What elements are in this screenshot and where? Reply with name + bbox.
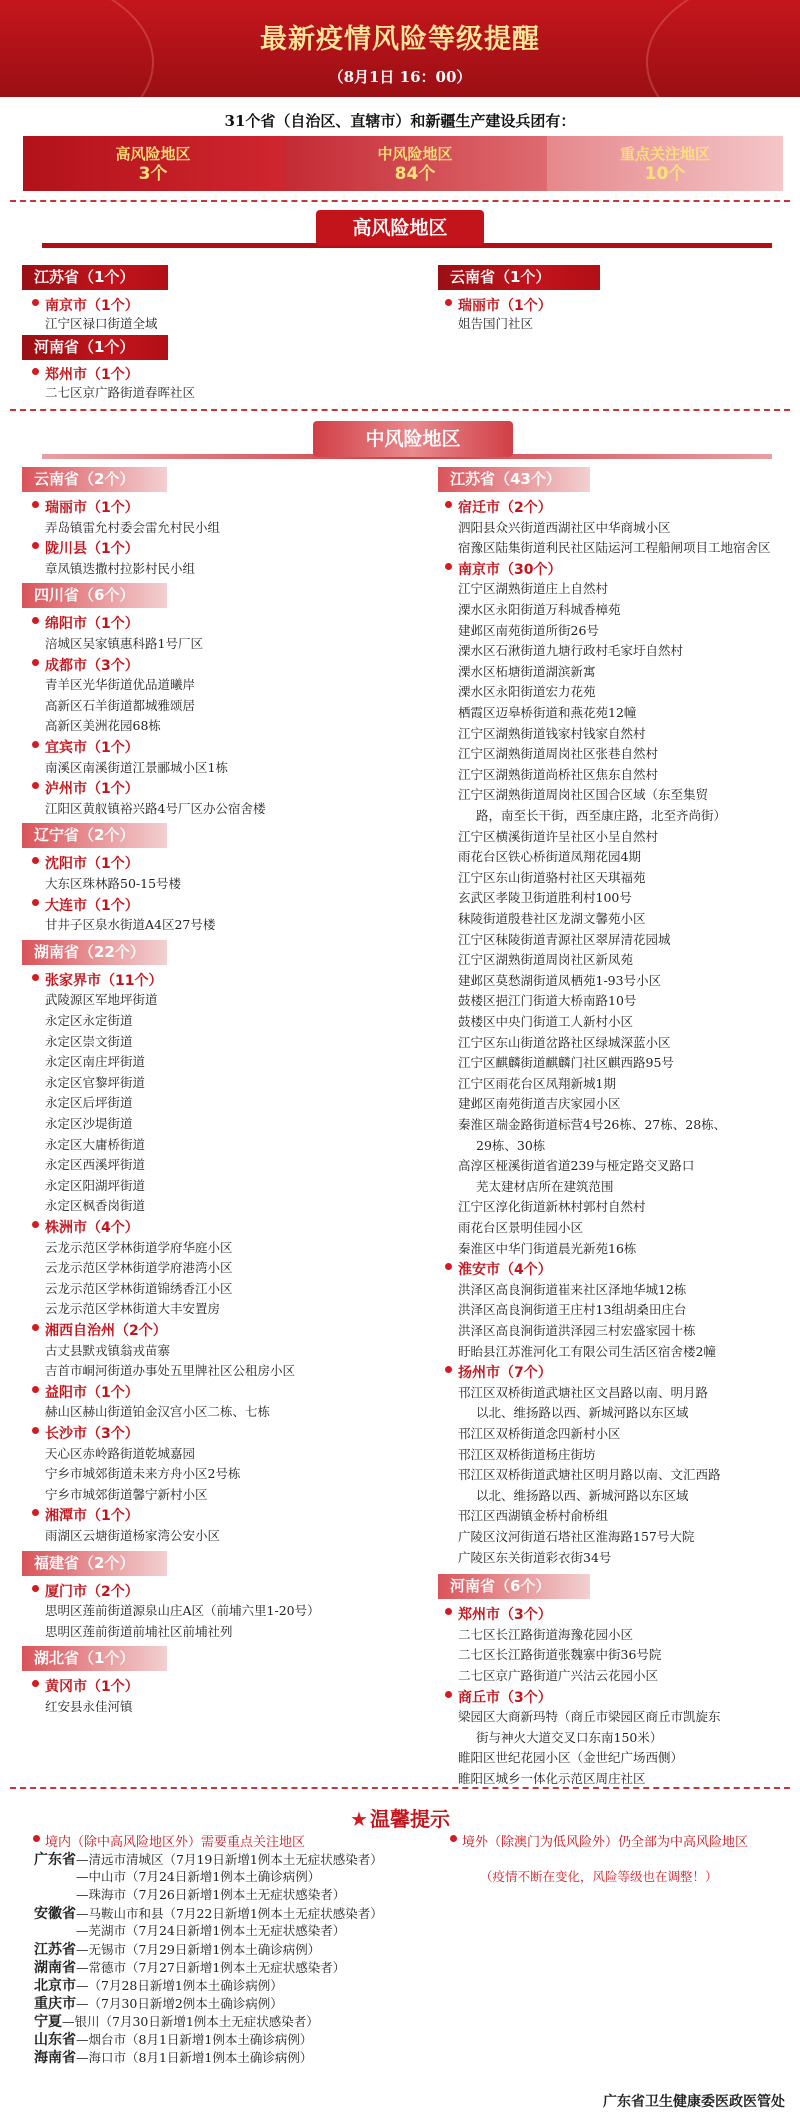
summary-focus-label: 重点关注地区 [619,145,710,163]
city-label: 湘潭市（1个） [45,1505,139,1525]
city-label: 宜宾市（1个） [45,737,139,757]
area-item: 街与神火大道交叉口东南150米） [476,1729,663,1745]
focus-area-row [34,1993,283,2013]
focus-area-row [34,1939,320,1959]
area-item: 江宁区湖熟街道周岗社区张巷自然村 [458,746,659,762]
star-icon: ★ [350,1807,368,1831]
area-item: 江宁区淳化街道新林村郭村自然村 [458,1199,646,1215]
area-item: 江阳区黄舣镇裕兴路4号厂区办公宿舍楼 [45,800,266,816]
city-label: 淮安市（4个） [458,1259,552,1279]
city-label: 陇川县（1个） [45,538,139,558]
area-item: 章凤镇迭撒村拉影村民小组 [45,560,196,576]
area-item: 雨花台区景明佳园小区 [458,1220,584,1235]
area-item: 广陵区汶河街道石塔社区淮海路157号大院 [458,1529,695,1544]
divider [10,1787,790,1789]
area-item: 江宁区麒麟街道麒麟门社区麒西路95号 [458,1055,674,1071]
focus-detail: —马鞍山市和县（7月22日新增1例本土无症状感染者） [76,1906,383,1921]
area-item: 古丈县默戎镇翁戎苗寨 [45,1342,171,1358]
city-label: 成都市（3个） [45,655,139,675]
area-item: 秦淮区中华门街道晨光新苑16栋 [458,1240,637,1256]
area-item: 广陵区东关街道彩衣街34号 [458,1549,612,1565]
focus-detail: —清远市清城区（7月19日新增1例本土无症状感染者） [76,1852,383,1867]
area-item: 雨湖区云塘街道杨家湾公安小区 [45,1528,221,1543]
summary-mid [283,136,547,191]
area-item: 鼓楼区中央门街道工人新村小区 [458,1014,634,1029]
summary-mid-label: 中风险地区 [377,145,453,163]
focus-province: 安徽省 [34,1906,76,1922]
province-header: 河南省（6个） [438,1574,590,1599]
focus-area-row [34,2047,312,2067]
area-item: 二七区长江路街道海豫花园小区 [458,1626,634,1642]
city-label: 湘西自治州（2个） [45,1320,167,1340]
area-item: 秣陵街道殷巷社区龙湖文馨苑小区 [458,911,646,926]
province-header: 辽宁省（2个） [22,823,167,848]
area-item: 二七区长江路街道张魏寨中街36号院 [458,1647,662,1663]
area-item: 建邺区南苑街道吉庆家园小区 [458,1096,621,1112]
focus-detail: —中山市（7月24日新增1例本土确诊病例） [76,1869,321,1884]
city-label: 厦门市（2个） [45,1581,139,1601]
city-label: 黄冈市（1个） [45,1676,139,1696]
area-item: 溧水区柘塘街道湖滨新寓 [458,663,596,679]
focus-area-row [76,1867,320,1885]
area-item: 思明区莲前街道源泉山庄A区（前埔六里1-20号） [45,1603,320,1619]
area-item: 邗江区双桥街道武塘社区明月路以南、文汇西路 [458,1467,721,1483]
area-item: 江宁区湖熟街道周岗社区国合区域（东至集贸 [458,787,709,803]
area-item: 建邺区南苑街道所街26号 [458,622,599,638]
province-header: 河南省（1个） [22,335,168,360]
focus-detail: —珠海市（7月26日新增1例本土无症状感染者） [76,1887,346,1902]
area-item: 睢阳区世纪花园小区（金世纪广场西侧） [458,1750,684,1766]
divider [10,409,790,411]
focus-detail: —（7月30日新增2例本土确诊病例） [76,1996,283,2011]
area-item: 江宁区湖熟街道周岗社区新凤苑 [458,952,634,968]
area-item: 江宁区东山街道岔路社区绿城深蓝小区 [458,1034,671,1050]
area-item: 云龙示范区学林街道学府港湾小区 [45,1260,233,1276]
high-risk-banner: 高风险地区 [316,210,484,246]
city-label: 扬州市（7个） [458,1362,552,1382]
province-header: 云南省（1个） [438,265,600,290]
area-item: 江宁区湖熟街道庄上自然村 [458,581,609,597]
area-item: 云龙示范区学林街道锦绣香江小区 [45,1280,233,1296]
summary-high [23,136,283,191]
area-item: 永定区永定街道 [45,1013,133,1028]
area-item: 以北、维扬路以西、新城河路以东区域 [476,1405,689,1421]
page-title: 最新疫情风险等级提醒 [260,24,540,55]
mid-risk-banner: 中风险地区 [313,421,513,457]
area-item: 永定区崇文街道 [45,1033,133,1049]
area-item: 江宁区湖熟街道钱家村钱家自然村 [458,725,646,741]
area-item: 洪泽区高良涧街道洪泽园三村宏盛家园十栋 [458,1323,696,1338]
area-item: 二七区京广路街道广兴沽云花园小区 [458,1668,659,1683]
area-item: 江宁区湖熟街道尚桥社区焦东自然村 [458,766,659,782]
focus-area-row [34,1957,345,1977]
area-item: 涪城区吴家镇惠科路1号厂区 [45,636,203,651]
area-item: 江宁区横溪街道许呈社区小呈自然村 [458,828,659,844]
area-item: 洪泽区高良涧街道王庄村13组胡桑田庄台 [458,1302,687,1318]
summary-mid-count: 84个 [394,164,436,184]
area-item: 永定区西溪坪街道 [45,1157,146,1173]
area-item: 睢阳区城乡一体化示范区周庄社区 [458,1771,646,1786]
focus-province: 山东省 [34,2032,76,2048]
area-item: 鼓楼区挹江门街道大桥南路10号 [458,993,637,1009]
tips-title-text: 温馨提示 [369,1807,450,1831]
city-label: 张家界市（11个） [45,970,162,990]
focus-detail: —芜湖市（7月24日新增1例本土无症状感染者） [76,1923,346,1938]
city-label: 瑞丽市（1个） [45,497,139,517]
area-item: 秦淮区瑞金路街道标营4号26栋、27栋、28栋、 [458,1117,727,1132]
focus-area-row [76,1921,345,1939]
area-item: 永定区枫香岗街道 [45,1198,146,1214]
focus-area-row [76,1885,345,1903]
city-label: 商丘市（3个） [458,1687,552,1707]
city-label: 长沙市（3个） [45,1423,139,1443]
area-item: 以北、维扬路以西、新城河路以东区域 [476,1487,689,1503]
city-label: 大连市（1个） [45,895,139,915]
focus-detail: —无锡市（7月29日新增1例本土确诊病例） [76,1942,321,1957]
summary-focus-count: 10个 [644,164,686,184]
area-item: 江宁区禄口街道全域 [45,316,158,331]
footer-source: 广东省卫生健康委医政医管处 [603,2094,785,2110]
province-header: 江苏省（43个） [438,467,590,492]
focus-province: 宁夏 [34,2014,62,2030]
area-item: 永定区阳湖坪街道 [45,1177,146,1193]
province-header: 四川省（6个） [22,583,167,608]
area-item: 邗江区西湖镇金桥村俞桥组 [458,1508,609,1524]
area-item: 宁乡市城郊街道未来方舟小区2号栋 [45,1466,241,1482]
area-item: 天心区赤岭路街道乾城嘉园 [45,1445,196,1461]
area-item: 邗江区双桥街道杨庄街坊 [458,1446,596,1462]
divider [10,200,790,202]
summary-high-label: 高风险地区 [115,145,191,163]
focus-province: 广东省 [34,1852,76,1868]
area-item: 玄武区孝陵卫街道胜利村100号 [458,890,632,906]
city-label: 瑞丽市（1个） [458,295,552,315]
province-header: 湖北省（1个） [22,1646,167,1671]
city-label: 株洲市（4个） [45,1217,139,1237]
area-item: 建邺区莫愁湖街道凤栖苑1-93号小区 [458,972,662,988]
area-item: 武陵源区军地坪街道 [45,992,158,1008]
area-item: 邗江区双桥街道念四新村小区 [458,1426,621,1441]
area-item: 大东区珠林路50-15号楼 [45,876,182,891]
area-item: 红安县永佳河镇 [45,1699,133,1714]
province-header: 湖南省（22个） [22,940,167,965]
focus-province: 重庆市 [34,1996,76,2012]
warning-note: （疫情不断在变化，风险等级也在调整！） [480,1869,718,1884]
area-item: 姐告国门社区 [458,316,534,331]
city-label: 南京市（30个） [458,559,561,579]
focus-detail: —海口市（8月1日新增1例本土确诊病例） [76,2050,313,2065]
city-label: 沈阳市（1个） [45,853,139,873]
focus-detail: —常德市（7月27日新增1例本土无症状感染者） [76,1960,346,1975]
area-item: 梁园区大商新玛特（商丘市梁园区商丘市凯旋东 [458,1709,721,1725]
summary-focus [547,136,783,191]
city-label: 益阳市（1个） [45,1382,139,1402]
focus-province: 海南省 [34,2050,76,2066]
focus-province: 江苏省 [34,1942,76,1958]
area-item: 永定区大庸桥街道 [45,1136,146,1152]
area-item: 路，南至长干街，西至康庄路，北至齐尚街） [476,808,727,823]
area-item: 雨花台区铁心桥街道凤翔花园4期 [458,849,641,865]
area-item: 二七区京广路街道春晖社区 [45,385,196,400]
domestic-focus-title: 境内（除中高风险地区外）需要重点关注地区 [45,1831,305,1850]
intro-text: 31个省（自治区、直辖市）和新疆生产建设兵团有： [224,112,576,130]
focus-area-row [34,1849,383,1869]
area-item: 盱眙县江苏淮河化工有限公司生活区宿舍楼2幢 [458,1343,716,1359]
city-label: 郑州市（1个） [45,364,139,384]
area-item: 洪泽区高良涧街道崔来社区泽地华城12栋 [458,1281,687,1297]
area-item: 云龙示范区学林街道大丰安置房 [45,1301,221,1317]
area-item: 永定区后坪街道 [45,1095,133,1111]
area-item: 赫山区赫山街道铂金汉宫小区二栋、七栋 [45,1404,271,1420]
area-item: 江宁区秣陵街道青源社区翠屏清花园城 [458,931,671,947]
area-item: 弄岛镇雷允村委会雷允村民小组 [45,519,221,535]
area-item: 栖霞区迈皋桥街道和燕花苑12幢 [458,705,637,720]
focus-detail: —（7月28日新增1例本土确诊病例） [76,1978,283,1993]
city-label: 泸州市（1个） [45,778,139,798]
focus-area-row [34,1903,383,1923]
province-header: 福建省（2个） [22,1551,167,1576]
city-label: 郑州市（3个） [458,1604,552,1624]
area-item: 29栋、30栋 [476,1137,546,1153]
summary-high-count: 3个 [138,164,168,184]
focus-area-row [34,2011,319,2031]
header-banner [0,0,800,97]
city-label: 宿迁市（2个） [458,497,552,517]
area-item: 永定区官黎坪街道 [45,1074,146,1090]
area-item: 甘井子区泉水街道A4区27号楼 [45,917,216,933]
area-item: 宿豫区陆集街道利民社区陆运河工程船闸项目工地宿舍区 [458,540,771,556]
area-item: 邗江区双桥街道武塘社区文昌路以南、明月路 [458,1384,709,1400]
area-item: 溧水区永阳街道万科城香樟苑 [458,602,621,617]
area-item: 青羊区光华街道优品道曦岸 [45,677,196,693]
area-item: 吉首市峒河街道办事处五里牌社区公租房小区 [45,1363,296,1379]
focus-detail: —银川（7月30日新增1例本土无症状感染者） [62,2014,319,2029]
area-item: 永定区沙堤街道 [45,1116,133,1131]
area-item: 永定区南庄坪街道 [45,1054,146,1070]
area-item: 南溪区南溪街道江景郦城小区1栋 [45,759,228,775]
focus-detail: —烟台市（8月1日新增1例本土确诊病例） [76,2032,313,2047]
area-item: 芜太建材店所在建筑范围 [476,1178,614,1194]
focus-province: 湖南省 [34,1960,76,1976]
area-item: 高新区石羊街道都城雅颂居 [45,697,196,713]
focus-area-row [34,2029,312,2049]
area-item: 宁乡市城郊街道馨宁新村小区 [45,1486,208,1502]
city-label: 南京市（1个） [45,295,139,315]
province-header: 云南省（2个） [22,467,167,492]
area-item: 泗阳县众兴街道西湖社区中华商城小区 [458,519,671,535]
city-label: 绵阳市（1个） [45,613,139,633]
area-item: 思明区莲前街道前埔社区前埔社列 [45,1623,233,1639]
focus-area-row [34,1975,283,1995]
area-item: 溧水区永阳街道宏力花苑 [458,684,596,700]
area-item: 高新区美洲花园68栋 [45,718,161,734]
focus-province: 北京市 [34,1978,76,1994]
area-item: 高淳区桠溪街道省道239与桠定路交叉路口 [458,1158,695,1174]
area-item: 云龙示范区学林街道学府华庭小区 [45,1239,233,1255]
abroad-note: 境外（除澳门为低风险外）仍全部为中高风险地区 [462,1831,748,1850]
tips-title [0,1803,800,1832]
area-item: 溧水区石湫街道九塘行政村毛家圩自然村 [458,643,684,659]
province-header: 江苏省（1个） [22,265,168,290]
area-item: 江宁区雨花台区凤翔新城1期 [458,1075,616,1091]
update-timestamp: （8月1日 16：00） [328,68,472,86]
area-item: 江宁区东山街道骆村社区天琪福苑 [458,869,646,885]
